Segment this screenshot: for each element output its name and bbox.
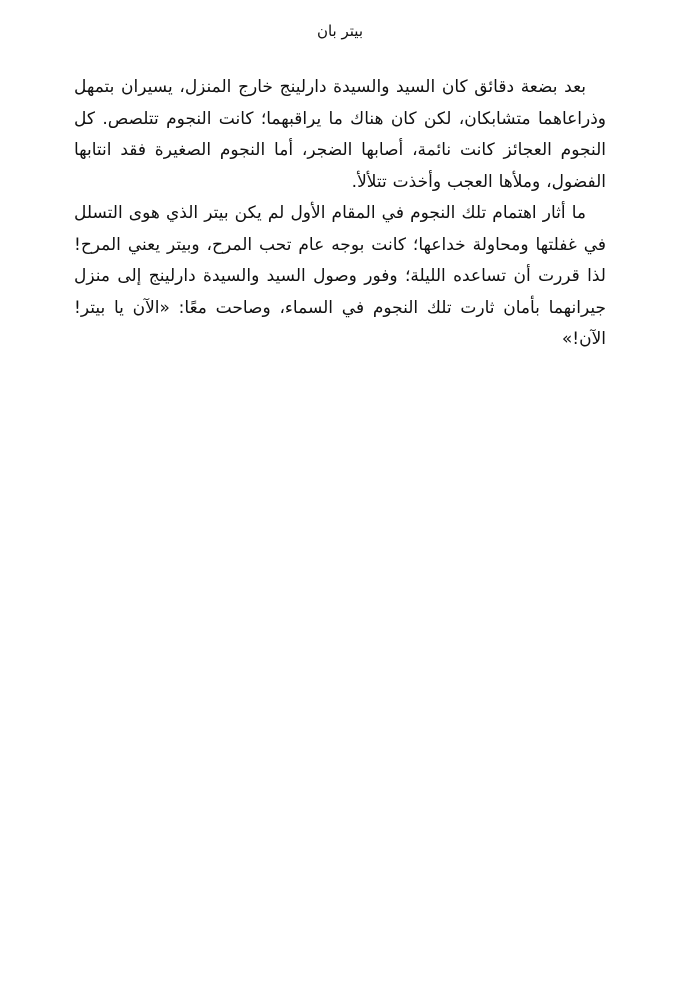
running-header-title: بيتر بان — [316, 22, 364, 40]
body-text — [74, 72, 606, 356]
paragraph-1: بعد بضعة دقائق كان السيد والسيدة دارلينج خارج المنزل، يسيران بتمهل وذراعاهما متشابكان، لكن كان هناك ما يراقبهما؛ كانت النجوم تتلصص. كل النجوم العجائز كانت نائمة، أصابها الضجر، أما النجوم الصغيرة فقد انتابها الفضول، وملأها العجب وأخذت تتلألأ. — [74, 77, 606, 192]
paragraph-2: ما أثار اهتمام تلك النجوم في المقام الأول لم يكن بيتر الذي هوى التسلل في غفلتها ومحاولة خداعها؛ كانت بوجه عام تحب المرح، وبيتر يعني المرح! لذا قررت أن تساعده الليلة؛ وفور وصول السيد والسيدة دارلينج إلى منزل جيرانهما بأمان ثارت تلك النجوم في السماء، وصاحت معًا: «الآن يا بيتر! الآن!» — [74, 203, 606, 349]
